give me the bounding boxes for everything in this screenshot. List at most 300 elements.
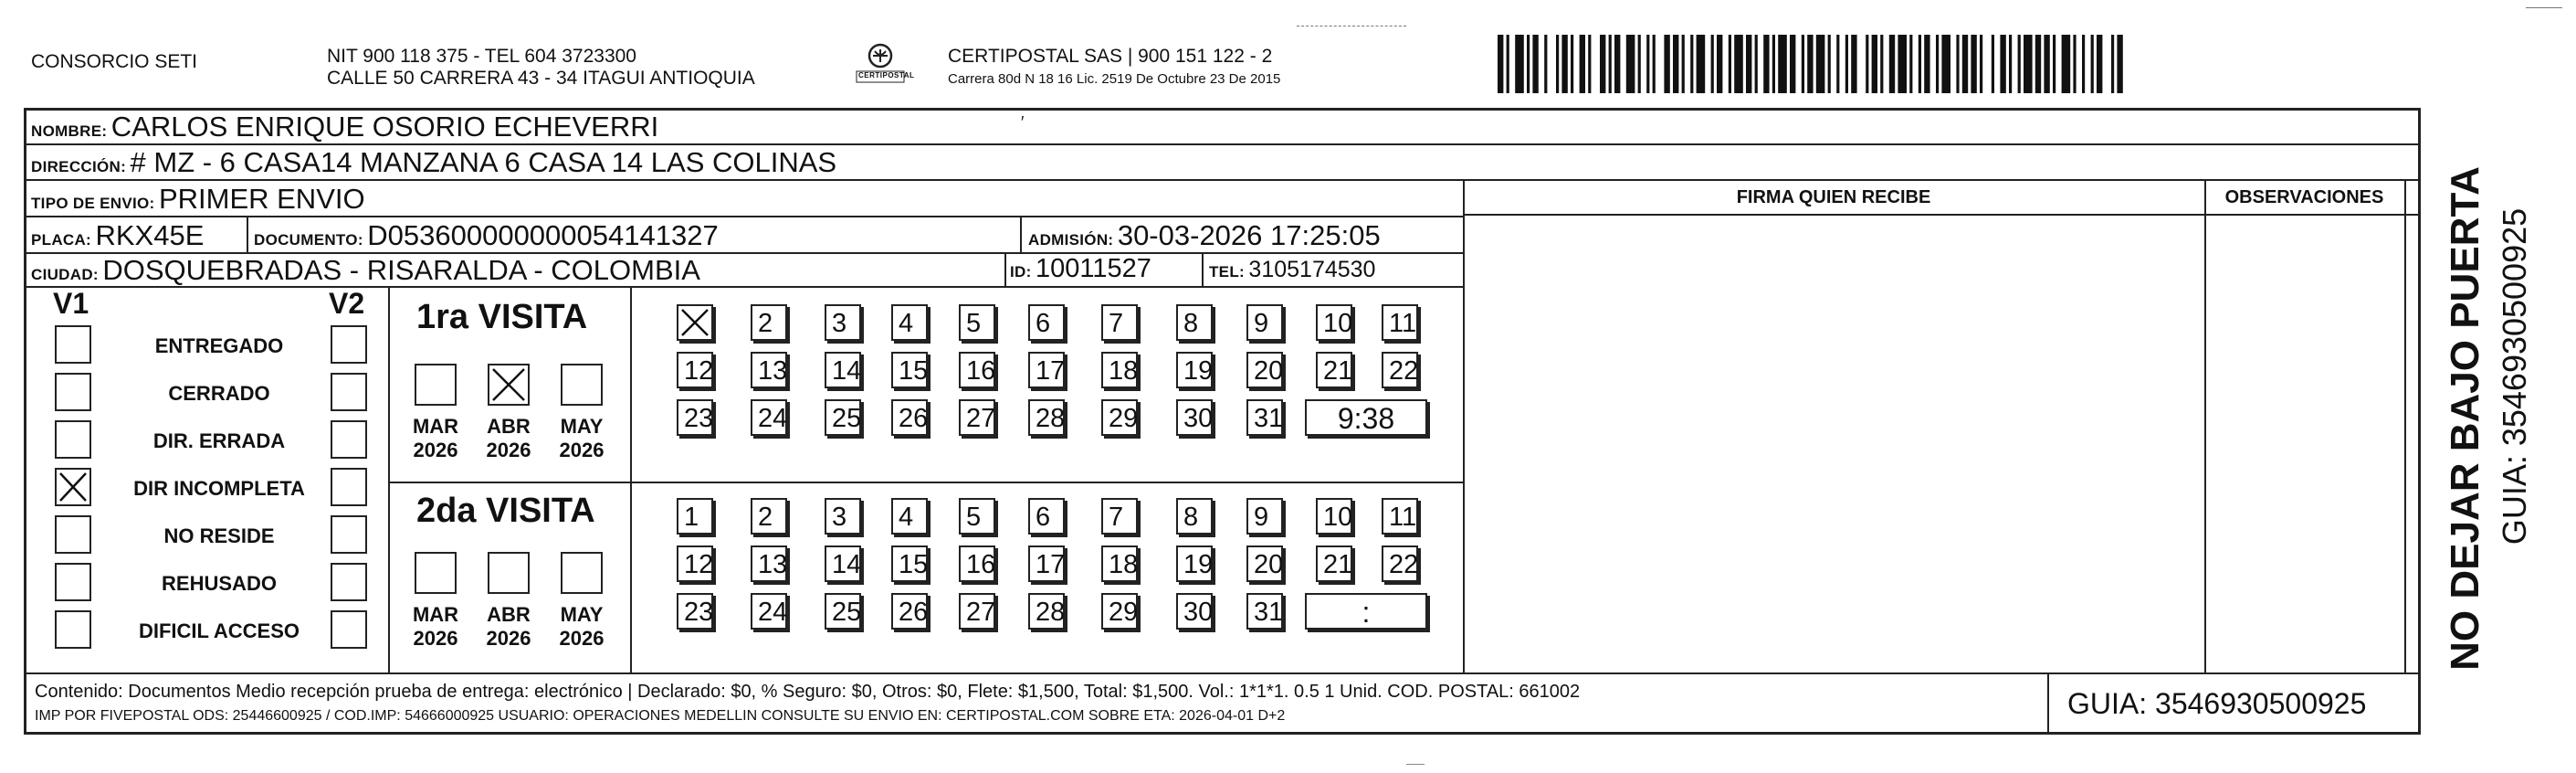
day-checkbox[interactable]: [1101, 352, 1138, 388]
month-year: 2026: [486, 439, 531, 461]
day-number: 20: [1254, 356, 1284, 386]
day-number: 6: [1036, 503, 1051, 532]
col-line: [1463, 179, 1465, 672]
day-checkbox[interactable]: [1382, 352, 1418, 388]
barcode-bar: [2035, 35, 2041, 93]
day-checkbox[interactable]: [1101, 593, 1138, 630]
address-row: [31, 146, 836, 179]
day-checkbox[interactable]: [1101, 498, 1138, 535]
day-checkbox[interactable]: [1028, 545, 1065, 582]
month-caption: [554, 415, 609, 462]
document-value: D053600000000054141327: [367, 219, 719, 251]
day-number: 16: [966, 550, 996, 579]
barcode-bar: [1971, 35, 1976, 93]
status-label: CERRADO: [168, 382, 270, 405]
v2-status-checkbox[interactable]: [331, 515, 367, 554]
barcode-bar: [1816, 35, 1825, 93]
day-number: 21: [1323, 356, 1353, 386]
visit2-title: 2da VISITA: [416, 492, 595, 530]
day-number: 31: [1254, 598, 1284, 627]
barcode-bar: [1664, 35, 1669, 93]
carrier-sub: Carrera 80d N 18 16 Lic. 2519 De Octubre 23 De 2015: [948, 71, 1281, 87]
col-line: [247, 216, 248, 252]
status-label: DIR INCOMPLETA: [133, 477, 305, 500]
month-year: 2026: [559, 439, 605, 461]
side-warning: NO DEJAR BAJO PUERTA: [2443, 166, 2487, 671]
barcode-bar: [1711, 35, 1714, 93]
month-caption: [554, 603, 609, 651]
v2-status-checkbox[interactable]: [331, 563, 367, 601]
barcode-bar: [1962, 35, 1968, 93]
plate-field: [31, 219, 204, 252]
day-checkbox[interactable]: [1176, 352, 1213, 388]
month-year: 2026: [413, 627, 458, 650]
admission-label: ADMISIÓN:: [1028, 231, 1114, 249]
day-number: 11: [1389, 503, 1417, 532]
barcode-bar: [1807, 35, 1813, 93]
barcode-bar: [1941, 35, 1950, 93]
month-checkbox[interactable]: [488, 364, 530, 406]
barcode-bar: [2111, 35, 2114, 93]
barcode-bar: [1746, 35, 1751, 93]
v1-status-checkbox[interactable]: [55, 325, 91, 364]
barcode-bar: [2117, 35, 2122, 93]
barcode-bar: [1515, 35, 1524, 93]
day-checkbox[interactable]: [677, 352, 713, 388]
barcode-bar: [1690, 35, 1693, 93]
status-label: DIR. ERRADA: [152, 429, 286, 452]
day-checkbox[interactable]: [751, 593, 787, 630]
day-checkbox[interactable]: [677, 545, 713, 582]
day-checkbox[interactable]: [1028, 593, 1065, 630]
barcode-bar: [1561, 35, 1567, 93]
v1-status-checkbox[interactable]: [55, 515, 91, 554]
address-label: DIRECCIÓN:: [31, 158, 127, 175]
name-row: [31, 111, 658, 143]
day-checkbox[interactable]: [1382, 304, 1418, 341]
day-checkbox[interactable]: [1246, 304, 1283, 341]
plate-label: PLACA:: [31, 231, 92, 249]
day-checkbox[interactable]: [891, 593, 928, 630]
day-number: 3: [832, 309, 847, 338]
row-line: [26, 672, 2419, 674]
barcode-bar: [1653, 35, 1656, 93]
v1-status-checkbox[interactable]: [55, 468, 91, 506]
barcode-bar: [1571, 35, 1573, 93]
nit-line: NIT 900 118 375 - TEL 604 3723300: [327, 46, 636, 67]
day-checkbox[interactable]: [1176, 498, 1213, 535]
barcode-bar: [1880, 35, 1883, 93]
row-line: [26, 143, 2419, 145]
barcode-bar: [1507, 35, 1509, 93]
ship-type-label: TIPO DE ENVIO:: [31, 195, 155, 212]
time-field[interactable]: [1305, 399, 1427, 436]
day-number: 24: [758, 598, 788, 627]
barcode-bar: [1527, 35, 1530, 93]
barcode-bar: [1673, 35, 1678, 93]
day-checkbox[interactable]: [677, 399, 713, 436]
plate-value: RKX45E: [95, 219, 205, 251]
v2-status-checkbox[interactable]: [331, 468, 367, 506]
barcode-bar: [1992, 35, 1994, 93]
day-number: 8: [1183, 309, 1199, 338]
day-checkbox[interactable]: [1176, 593, 1213, 630]
month-caption: [408, 603, 463, 651]
day-number: 7: [1109, 309, 1124, 338]
status-label: DIFICIL ACCESO: [138, 619, 300, 642]
day-checkbox[interactable]: [825, 304, 861, 341]
day-number: 3: [832, 503, 847, 532]
day-number: 23: [684, 404, 714, 433]
day-number: 6: [1036, 309, 1051, 338]
ship-type-row: [31, 183, 365, 216]
day-number: 18: [1109, 356, 1139, 386]
col-line: [2047, 672, 2049, 735]
barcode-bar: [1697, 35, 1706, 93]
barcode-bar: [2009, 35, 2012, 93]
barcode-bar: [1936, 35, 1939, 93]
day-checkbox[interactable]: [959, 593, 995, 630]
logo-text: CERTIPOSTAL: [858, 71, 915, 79]
day-number: 12: [684, 550, 714, 579]
day-number: 1: [684, 503, 699, 532]
day-checkbox[interactable]: [959, 352, 995, 388]
day-checkbox[interactable]: [891, 399, 928, 436]
carrier-line: CERTIPOSTAL SAS | 900 151 122 - 2: [948, 46, 1273, 67]
day-number: 27: [966, 404, 996, 433]
day-checkbox[interactable]: [825, 545, 861, 582]
day-number: 19: [1183, 356, 1214, 386]
barcode-image: [1498, 35, 2201, 93]
day-checkbox[interactable]: [751, 498, 787, 535]
day-number: 28: [1036, 598, 1066, 627]
barcode-bar: [1836, 35, 1839, 93]
day-number: 4: [899, 503, 914, 532]
barcode-bar: [1729, 35, 1731, 93]
barcode-bar: [1544, 35, 1547, 93]
barcode-bar: [1845, 35, 1848, 93]
barcode-bar: [1588, 35, 1591, 93]
barcode-bar: [1532, 35, 1538, 93]
day-checkbox[interactable]: [891, 545, 928, 582]
time-field[interactable]: [1305, 593, 1427, 630]
day-checkbox[interactable]: [1101, 399, 1138, 436]
visit1-title: 1ra VISITA: [416, 298, 588, 336]
day-number: 2: [758, 309, 773, 338]
v1-status-checkbox[interactable]: [55, 373, 91, 411]
day-checkbox[interactable]: [1176, 304, 1213, 341]
barcode-bar: [1646, 35, 1649, 93]
id-label: ID:: [1010, 263, 1032, 281]
day-number: 18: [1109, 550, 1139, 579]
col-line: [1020, 216, 1022, 252]
barcode-bar: [1717, 35, 1722, 93]
day-number: 12: [684, 356, 714, 386]
v1-status-checkbox[interactable]: [55, 420, 91, 459]
x-check-mark: [57, 470, 89, 504]
col-line: [2404, 179, 2406, 672]
day-number: 25: [832, 598, 862, 627]
month-caption: [408, 415, 463, 462]
day-checkbox[interactable]: [1246, 498, 1283, 535]
barcode-bar: [1600, 35, 1605, 93]
day-checkbox[interactable]: [959, 498, 995, 535]
x-check-mark: [678, 306, 711, 339]
month-checkbox[interactable]: [561, 552, 603, 594]
day-number: 14: [832, 356, 862, 386]
day-checkbox[interactable]: [1316, 352, 1352, 388]
day-number: 7: [1109, 503, 1124, 532]
day-checkbox[interactable]: [1316, 304, 1352, 341]
day-number: 25: [832, 404, 862, 433]
month-year: 2026: [486, 627, 531, 650]
day-number: 15: [899, 550, 929, 579]
barcode-bar: [2082, 35, 2085, 93]
visit-divider: [388, 482, 1463, 483]
certipostal-logo: [855, 40, 915, 91]
day-number: 31: [1254, 404, 1284, 433]
barcode-bar: [2091, 35, 2094, 93]
day-number: 29: [1109, 598, 1139, 627]
document-label: DOCUMENTO:: [254, 231, 363, 249]
day-number: 17: [1036, 356, 1066, 386]
month-name: MAY: [560, 415, 604, 438]
status-label: NO RESIDE: [163, 524, 275, 547]
day-checkbox[interactable]: [1246, 545, 1283, 582]
barcode-bar: [1889, 35, 1895, 93]
v2-status-checkbox[interactable]: [331, 325, 367, 364]
day-checkbox[interactable]: [1382, 545, 1418, 582]
day-checkbox[interactable]: [891, 304, 928, 341]
row-line: [26, 216, 1463, 217]
month-name: MAY: [560, 603, 604, 626]
city-label: CIUDAD:: [31, 266, 99, 283]
day-checkbox[interactable]: [1246, 593, 1283, 630]
barcode-bar: [1755, 35, 1758, 93]
v1-status-checkbox[interactable]: [55, 563, 91, 601]
certipostal-logo-icon: [855, 40, 906, 91]
day-number: 23: [684, 598, 714, 627]
corner-mark: [2526, 7, 2562, 8]
col-line: [388, 286, 390, 672]
day-checkbox[interactable]: [825, 593, 861, 630]
day-checkbox[interactable]: [891, 352, 928, 388]
month-caption: [481, 415, 536, 462]
day-checkbox[interactable]: [1316, 545, 1352, 582]
tel-field: [1209, 257, 1375, 283]
day-checkbox[interactable]: [959, 545, 995, 582]
day-checkbox[interactable]: [1246, 352, 1283, 388]
address-line: CALLE 50 CARRERA 43 - 34 ITAGUI ANTIOQUIA: [327, 68, 755, 89]
x-check-mark: [489, 365, 528, 404]
admission-value: 30-03-2026 17:25:05: [1117, 219, 1381, 251]
day-number: 24: [758, 404, 788, 433]
barcode-bar: [1498, 35, 1503, 93]
day-checkbox[interactable]: [677, 498, 713, 535]
footer-contents: Contenido: Documentos Medio recepción prueba de entrega: electrónico | Declarado: $0, % Seguro: $0, Otros: $0, Flete: $1,500, Total: $1,500. Vol.: 1*1*1. 0.5 1 Unid. COD. POSTAL: 661002: [35, 682, 1581, 702]
day-checkbox[interactable]: [825, 498, 861, 535]
side-guia: GUIA: 3546930500925: [2496, 207, 2533, 545]
col-line: [1202, 252, 1204, 286]
day-number: 15: [899, 356, 929, 386]
day-checkbox[interactable]: [677, 304, 713, 341]
v1-status-checkbox[interactable]: [55, 610, 91, 649]
day-checkbox[interactable]: [825, 352, 861, 388]
company-name: CONSORCIO SETI: [31, 51, 198, 72]
day-checkbox[interactable]: [1028, 304, 1065, 341]
barcode-bar: [2053, 35, 2056, 93]
month-checkbox[interactable]: [488, 552, 530, 594]
day-checkbox[interactable]: [959, 304, 995, 341]
barcode-bar: [1851, 35, 1856, 93]
barcode-bar: [1828, 35, 1831, 93]
time-value: 9:38: [1337, 402, 1395, 435]
status-label: ENTREGADO: [154, 334, 284, 357]
time-value: :: [1362, 596, 1371, 629]
day-number: 4: [899, 309, 914, 338]
barcode-bar: [1924, 35, 1929, 93]
day-number: 10: [1323, 309, 1353, 338]
tel-label: TEL:: [1209, 263, 1245, 281]
day-number: 30: [1183, 598, 1214, 627]
day-number: 14: [832, 550, 862, 579]
day-checkbox[interactable]: [1382, 498, 1418, 535]
month-checkbox[interactable]: [561, 364, 603, 406]
row-line: [1463, 214, 2419, 216]
day-checkbox[interactable]: [1028, 352, 1065, 388]
day-number: 30: [1183, 404, 1214, 433]
day-number: 17: [1036, 550, 1066, 579]
recipient-name: CARLOS ENRIQUE OSORIO ECHEVERRI: [110, 111, 659, 143]
barcode: [1498, 35, 2201, 93]
admission-field: [1028, 219, 1381, 252]
barcode-bar: [1898, 35, 1907, 93]
day-checkbox[interactable]: [891, 498, 928, 535]
barcode-bar: [1682, 35, 1685, 93]
barcode-bar: [1556, 35, 1559, 93]
day-checkbox[interactable]: [751, 399, 787, 436]
recipient-address: # MZ - 6 CASA14 MANZANA 6 CASA 14 LAS COLINAS: [130, 146, 837, 178]
v2-header: V2: [329, 287, 365, 320]
day-number: 26: [899, 404, 929, 433]
col-line: [630, 286, 632, 672]
barcode-bar: [1763, 35, 1769, 93]
day-number: 5: [966, 503, 982, 532]
signature-header: FIRMA QUIEN RECIBE: [1736, 187, 1931, 207]
month-checkbox[interactable]: [415, 364, 457, 406]
day-checkbox[interactable]: [1101, 545, 1138, 582]
day-number: 11: [1389, 309, 1417, 338]
row-line: [26, 179, 2419, 181]
barcode-bar: [1772, 35, 1775, 93]
v2-status-checkbox[interactable]: [331, 610, 367, 649]
day-checkbox[interactable]: [1101, 304, 1138, 341]
day-number: 22: [1389, 550, 1419, 579]
day-number: 13: [758, 550, 788, 579]
day-number: 20: [1254, 550, 1284, 579]
day-number: 28: [1036, 404, 1066, 433]
month-year: 2026: [559, 627, 605, 650]
city-field: [31, 254, 700, 287]
day-number: 27: [966, 598, 996, 627]
guia-box: GUIA: 3546930500925: [2067, 687, 2367, 720]
day-number: 29: [1109, 404, 1139, 433]
day-number: 22: [1389, 356, 1419, 386]
id-value: 10011527: [1036, 254, 1151, 283]
v2-status-checkbox[interactable]: [331, 373, 367, 411]
day-checkbox[interactable]: [751, 352, 787, 388]
col-line: [2204, 179, 2206, 672]
day-checkbox[interactable]: [1028, 399, 1065, 436]
barcode-bar: [1956, 35, 1959, 93]
month-year: 2026: [413, 439, 458, 461]
day-number: 10: [1323, 503, 1353, 532]
name-label: NOMBRE:: [31, 122, 108, 140]
barcode-bar: [2097, 35, 2102, 93]
city-value: DOSQUEBRADAS - RISARALDA - COLOMBIA: [102, 254, 700, 286]
day-number: 8: [1183, 503, 1199, 532]
day-number: 21: [1323, 550, 1353, 579]
barcode-bar: [1626, 35, 1635, 93]
barcode-bar: [1866, 35, 1868, 93]
day-checkbox[interactable]: [751, 545, 787, 582]
day-number: 9: [1254, 503, 1269, 532]
footer-mark: [1406, 764, 1425, 765]
col-line: [1004, 252, 1006, 286]
document-field: [254, 219, 719, 252]
month-name: MAR: [412, 415, 459, 438]
barcode-bar: [2044, 35, 2049, 93]
barcode-bar: [1790, 35, 1795, 93]
day-checkbox[interactable]: [751, 304, 787, 341]
barcode-bar: [1609, 35, 1612, 93]
v2-status-checkbox[interactable]: [331, 420, 367, 459]
barcode-bar: [1734, 35, 1743, 93]
barcode-bar: [1980, 35, 1982, 93]
barcode-bar: [2073, 35, 2076, 93]
day-checkbox[interactable]: [959, 399, 995, 436]
day-checkbox[interactable]: [1176, 399, 1213, 436]
day-checkbox[interactable]: [1028, 498, 1065, 535]
id-field: [1010, 254, 1151, 284]
month-name: MAR: [412, 603, 459, 626]
month-name: ABR: [487, 415, 531, 438]
observations-header: OBSERVACIONES: [2224, 187, 2384, 207]
day-number: 19: [1183, 550, 1214, 579]
day-number: 13: [758, 356, 788, 386]
barcode-bar: [1872, 35, 1877, 93]
day-number: 5: [966, 309, 982, 338]
barcode-bar: [1802, 35, 1804, 93]
barcode-bar: [1778, 35, 1787, 93]
barcode-bar: [1638, 35, 1641, 93]
barcode-bar: [1614, 35, 1620, 93]
barcode-bar: [2018, 35, 2021, 93]
month-name: ABR: [487, 603, 531, 626]
day-checkbox[interactable]: [825, 399, 861, 436]
day-checkbox[interactable]: [1246, 399, 1283, 436]
month-checkbox[interactable]: [415, 552, 457, 594]
v1-header: V1: [53, 287, 89, 320]
day-number: 2: [758, 503, 773, 532]
day-number: 9: [1254, 309, 1269, 338]
ship-type-value: PRIMER ENVIO: [158, 183, 365, 215]
day-checkbox[interactable]: [677, 593, 713, 630]
day-number: 26: [899, 598, 929, 627]
barcode-bar: [2024, 35, 2033, 93]
day-checkbox[interactable]: [1176, 545, 1213, 582]
day-checkbox[interactable]: [1316, 498, 1352, 535]
